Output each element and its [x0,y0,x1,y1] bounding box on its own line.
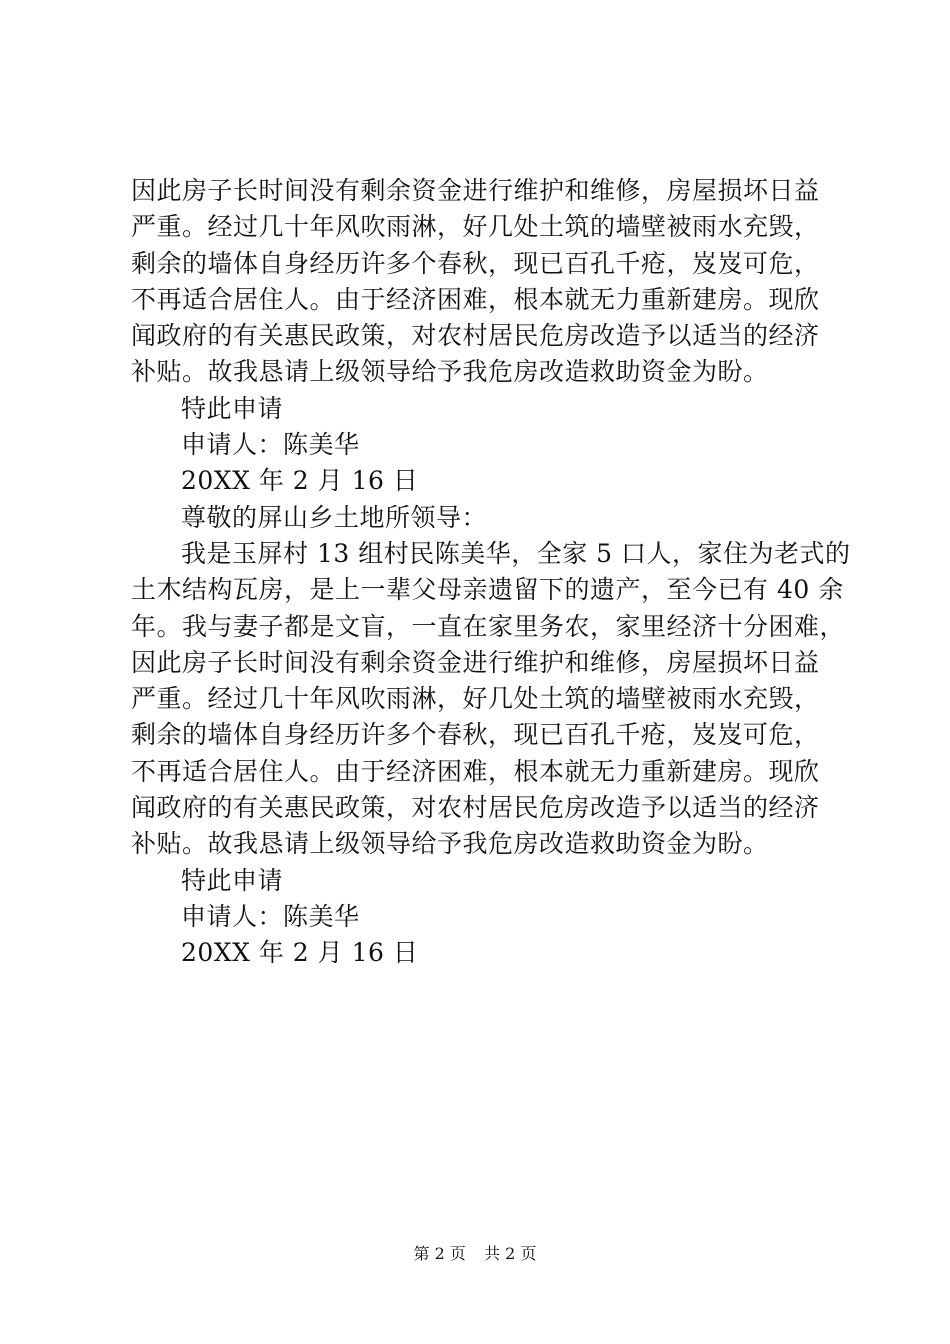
text-line: 特此申请 [181,393,284,423]
text-line: 因此房子长时间没有剩余资金进行维护和维修，房屋损坏日益 [131,176,820,205]
text-line: 不再适合居住人。由于经济困难，根本就无力重新建房。现欣 [131,284,820,314]
text-line: 年。我与妻子都是文盲，一直在家里务农，家里经济十分困难， [131,611,846,641]
page-total: 共 2 页 [484,1244,537,1263]
page-footer [0,1244,950,1264]
text-line: 严重。经过几十年风吹雨淋，好几处土筑的墙壁被雨水充毁， [131,684,820,714]
text-line: 土木结构瓦房，是上一辈父母亲遗留下的遗产，至今已有 40 余 [131,575,844,605]
document-body [131,173,851,972]
text-line: 补贴。故我恳请上级领导给予我危房改造救助资金为盼。 [131,829,769,859]
text-line: 尊敬的屏山乡土地所领导： [181,502,488,532]
page-number: 第 2 页 [413,1244,466,1263]
text-line: 申请人：陈美华 [181,901,360,931]
text-line: 剩余的墙体自身经历许多个春秋，现已百孔千疮，岌岌可危， [131,248,820,278]
text-line: 剩余的墙体自身经历许多个春秋，现已百孔千疮，岌岌可危， [131,720,820,750]
text-line: 申请人：陈美华 [181,430,360,460]
text-line: 严重。经过几十年风吹雨淋，好几处土筑的墙壁被雨水充毁， [131,212,820,242]
text-line: 闻政府的有关惠民政策，对农村居民危房改造予以适当的经济 [131,321,820,351]
text-line: 特此申请 [181,865,284,895]
text-line: 20XX 年 2 月 16 日 [181,938,419,968]
text-line: 补贴。故我恳请上级领导给予我危房改造救助资金为盼。 [131,357,769,387]
text-line: 我是玉屏村 13 组村民陈美华，全家 5 口人，家住为老式的 [181,538,851,568]
text-line: 因此房子长时间没有剩余资金进行维护和维修，房屋损坏日益 [131,647,820,677]
text-line: 不再适合居住人。由于经济困难，根本就无力重新建房。现欣 [131,756,820,786]
text-line: 20XX 年 2 月 16 日 [181,466,419,496]
text-line: 闻政府的有关惠民政策，对农村居民危房改造予以适当的经济 [131,793,820,823]
